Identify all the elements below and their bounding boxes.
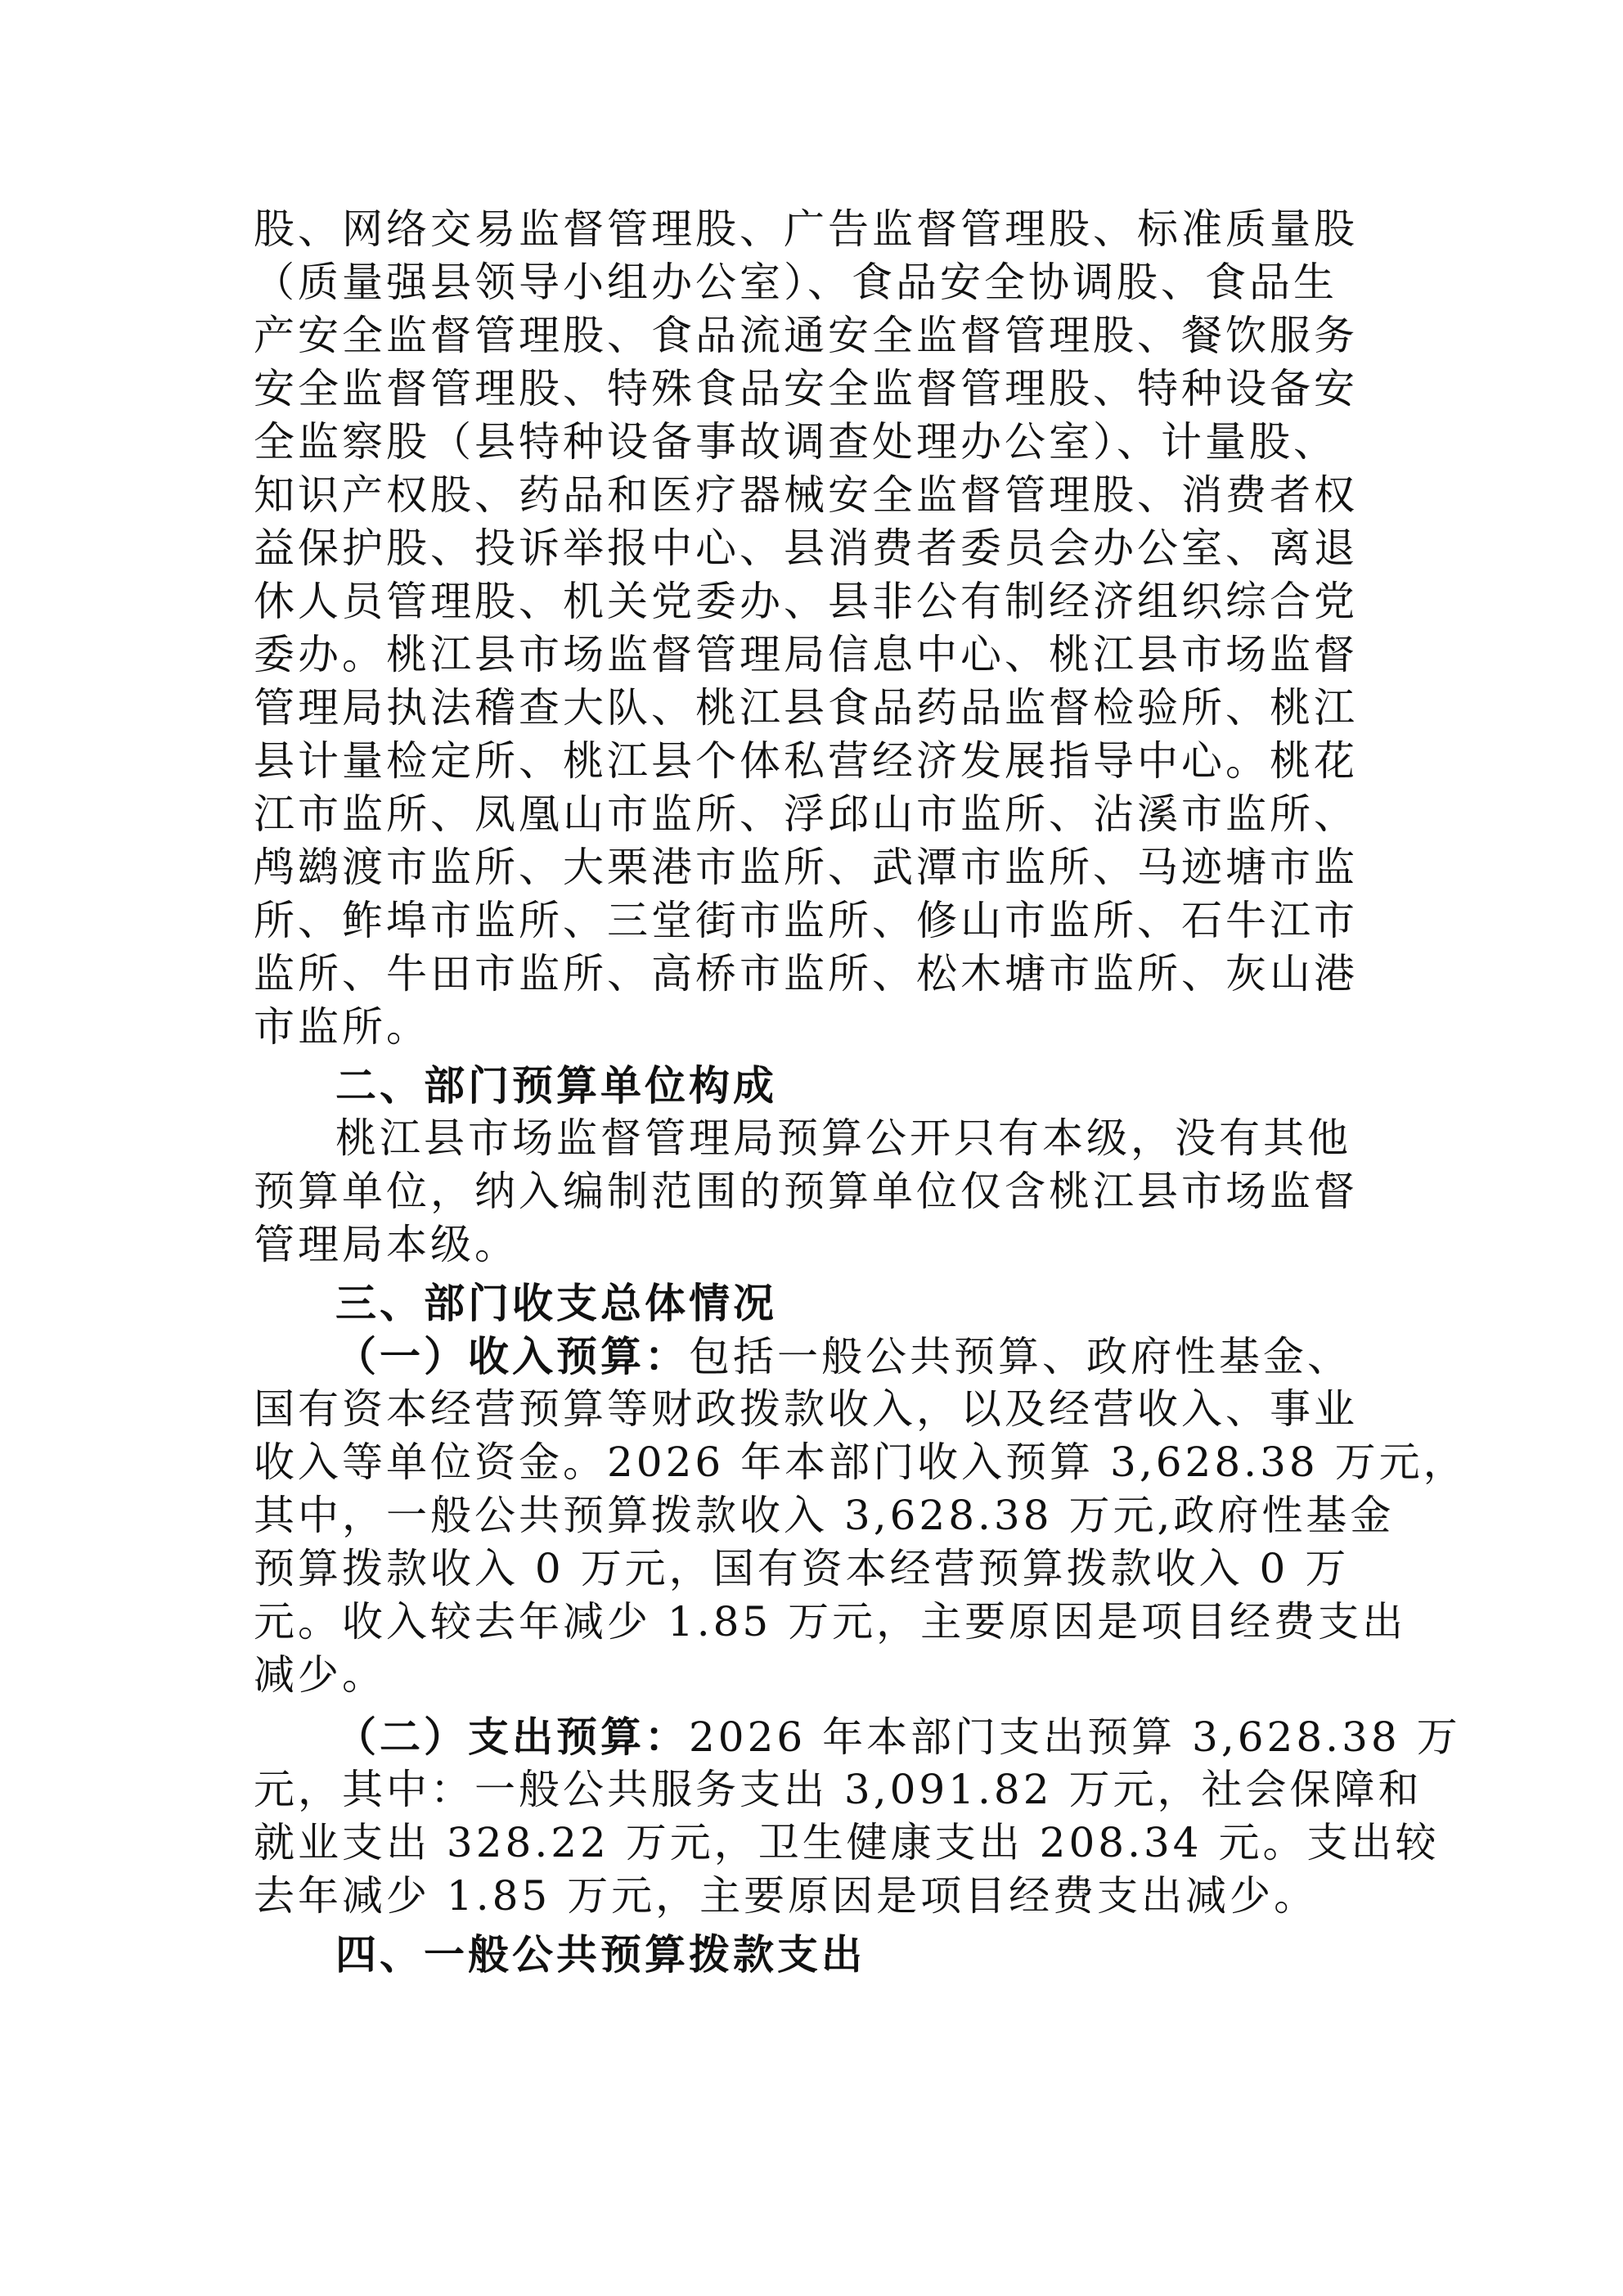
text-line: 江市监所、凤凰山市监所、浮邱山市监所、沾溪市监所、 (254, 790, 1358, 838)
text-line: 元。收入较去年减少 1.85 万元，主要原因是项目经费支出 (254, 1598, 1407, 1645)
income-first-line (254, 1330, 1407, 1383)
text-line: 预算拨款收入 0 万元，国有资本经营预算拨款收入 0 万 (254, 1545, 1350, 1592)
expense-first-line (254, 1710, 1461, 1763)
text-line: （质量强县领导小组办公室）、食品安全协调股、食品生 (254, 259, 1338, 306)
text-line: 鸬鹚渡市监所、大栗港市监所、武潭市监所、马迹塘市监 (254, 844, 1358, 891)
text-line: 委办。桃江县市场监督管理局信息中心、桃江县市场监督 (254, 631, 1358, 678)
text-line: 就业支出 328.22 万元，卫生健康支出 208.34 元。支出较 (254, 1819, 1440, 1866)
section2-paragraph (254, 1112, 1407, 1272)
document-body (254, 203, 1468, 1981)
text-line: 管理局本级。 (254, 1221, 519, 1268)
text-line: 元，其中：一般公共服务支出 3,091.82 万元，社会保障和 (254, 1766, 1423, 1813)
text-line: 休人员管理股、机关党委办、县非公有制经济组织综合党 (254, 578, 1358, 625)
text-line: 股、网络交易监督管理股、广告监督管理股、标准质量股 (254, 205, 1358, 253)
expense-paragraph (254, 1710, 1461, 1923)
text-line: 减少。 (254, 1651, 386, 1699)
text-line: 国有资本经营预算等财政拨款收入，以及经营收入、事业 (254, 1385, 1358, 1433)
text-line: 其中，一般公共预算拨款收入 3,628.38 万元,政府性基金 (254, 1492, 1395, 1539)
section-heading-2: 二、部门预算单位构成 (335, 1061, 777, 1110)
text-line: 预算单位，纳入编制范围的预算单位仅含桃江县市场监督 (254, 1168, 1358, 1215)
text-line: 桃江县市场监督管理局预算公开只有本级，没有其他 (335, 1114, 1351, 1162)
section1-paragraph (254, 203, 1407, 1054)
text-line: 知识产权股、药品和医疗器械安全监督管理股、消费者权 (254, 471, 1358, 519)
text-line: 所、鲊埠市监所、三堂街市监所、修山市监所、石牛江市 (254, 897, 1358, 944)
text-line: 去年减少 1.85 万元，主要原因是项目经费支出减少。 (254, 1872, 1319, 1920)
income-label: （一）收入预算： (335, 1332, 689, 1380)
expense-label: （二）支出预算： (335, 1713, 689, 1761)
section-heading-3: 三、部门收支总体情况 (335, 1279, 777, 1327)
text-line: 全监察股（县特种设备事故调查处理办公室）、计量股、 (254, 418, 1338, 466)
text-line: 县计量检定所、桃江县个体私营经济发展指导中心。桃花 (254, 737, 1358, 785)
text-line: 市监所。 (254, 1003, 430, 1051)
text-line: 安全监督管理股、特殊食品安全监督管理股、特种设备安 (254, 365, 1358, 412)
section-heading-4: 四、一般公共预算拨款支出 (335, 1930, 865, 1979)
text-line: 益保护股、投诉举报中心、县消费者委员会办公室、离退 (254, 524, 1358, 572)
income-first-text: 包括一般公共预算、政府性基金、 (689, 1333, 1351, 1380)
text-line: 监所、牛田市监所、高桥市监所、松木塘市监所、灰山港 (254, 950, 1358, 997)
income-paragraph (254, 1330, 1468, 1702)
text-line: 产安全监督管理股、食品流通安全监督管理股、餐饮服务 (254, 312, 1358, 359)
text-line: 管理局执法稽查大队、桃江县食品药品监督检验所、桃江 (254, 684, 1358, 732)
expense-first-text: 2026 年本部门支出预算 3,628.38 万 (689, 1713, 1461, 1761)
text-line: 收入等单位资金。2026 年本部门收入预算 3,628.38 万元， (254, 1438, 1468, 1486)
